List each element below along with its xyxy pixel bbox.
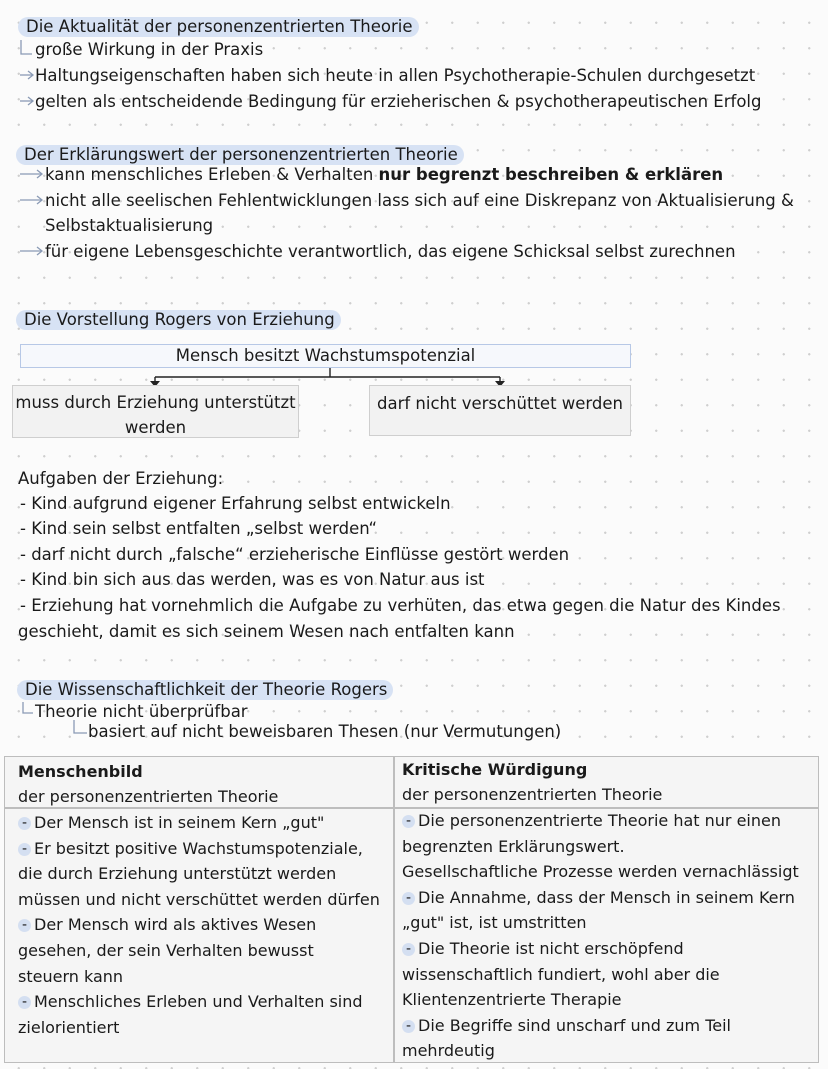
bullet-dash-icon: - xyxy=(402,892,415,905)
list-item: - Kind aufgrund eigener Erfahrung selbst entwickeln xyxy=(20,494,451,513)
list-item: gelten als entscheidende Bedingung für erzieherischen & psychotherapeutischen Erfolg xyxy=(35,92,762,111)
table-cell-text: gesehen, der sein Verhalten bewusst xyxy=(18,941,314,960)
diagram-left-box xyxy=(12,385,299,438)
table-cell-text: mehrdeutig xyxy=(402,1041,495,1061)
table-header-menschenbild: Menschenbild xyxy=(18,762,143,781)
section-heading-erziehung: Die Vorstellung Rogers von Erziehung xyxy=(16,310,341,330)
list-item: - Kind bin sich aus das werden, was es von Natur aus ist xyxy=(20,570,485,589)
table-cell-text: Menschliches Erleben und Verhalten sind xyxy=(34,992,363,1012)
list-item: basiert auf nicht beweisbaren Thesen (nur Vermutungen) xyxy=(88,722,562,741)
table-cell-text: Der Mensch ist in seinem Kern „gut" xyxy=(34,813,325,832)
diagram-left-box-line: muss durch Erziehung unterstützt xyxy=(15,393,296,412)
table-header-kritische-wuerdigung: Kritische Würdigung xyxy=(402,760,588,779)
table-cell-line xyxy=(402,987,622,1013)
table-cell-line xyxy=(402,885,795,911)
table-cell-line xyxy=(402,859,799,885)
table-cell-text: Er besitzt positive Wachstumspotenziale, xyxy=(34,838,363,858)
diagram-top-box: Mensch besitzt Wachstumspotenzial xyxy=(20,344,631,368)
item-bold-text: nur begrenzt beschreiben & erklären xyxy=(378,165,724,184)
bullet-dash-icon: - xyxy=(402,815,415,828)
list-item: - Erziehung hat vornehmlich die Aufgabe zu verhüten, das etwa gegen die Natur des Kindes xyxy=(20,596,781,615)
tasks-title: Aufgaben der Erziehung: xyxy=(18,469,224,488)
diagram-left-box-line: werden xyxy=(124,418,187,437)
table-cell-line xyxy=(402,1013,731,1039)
list-item: Haltungseigenschaften haben sich heute in allen Psychotherapie-Schulen durchgesetzt xyxy=(35,66,756,85)
table-cell-line xyxy=(18,861,336,887)
bullet-dash-icon: - xyxy=(18,843,31,856)
section-heading-aktualitaet: Die Aktualität der personenzentrierten Theorie xyxy=(18,17,419,37)
bullet-dash-icon: - xyxy=(18,919,31,932)
table-cell-line xyxy=(402,936,684,962)
bullet-dash-icon: - xyxy=(402,943,415,956)
table-cell-text: Gesellschaftliche Prozesse werden vernachlässigt xyxy=(402,862,799,882)
table-cell-text: wissenschaftlich fundiert, wohl aber die xyxy=(402,964,720,984)
table-cell-line xyxy=(402,834,625,860)
list-item: für eigene Lebensgeschichte verantwortlich, das eigene Schicksal selbst zurechnen xyxy=(45,242,736,261)
table-cell-text: Die Theorie ist nicht erschöpfend xyxy=(418,939,684,958)
section-heading-wissenschaftlichkeit: Die Wissenschaftlichkeit der Theorie Rogers xyxy=(17,680,393,700)
table-cell-line xyxy=(18,989,363,1015)
bullet-dash-icon: - xyxy=(402,1020,415,1033)
table-cell-line xyxy=(402,910,587,936)
list-item-continuation: geschieht, damit es sich seinem Wesen nach entfalten kann xyxy=(18,622,515,641)
table-cell-text: Der Mensch wird als aktives Wesen xyxy=(34,915,317,935)
table-cell-line xyxy=(18,964,123,990)
table-cell-line xyxy=(402,808,781,834)
list-item: große Wirkung in der Praxis xyxy=(35,40,264,59)
list-item: - Kind sein selbst entfalten „selbst werden“ xyxy=(20,519,378,538)
table-cell-text: begrenzten Erklärungswert. xyxy=(402,836,625,856)
table-cell-line xyxy=(18,938,314,964)
table-cell-text: Die Begriffe sind unscharf und zum Teil xyxy=(418,1015,731,1035)
table-cell-line xyxy=(18,810,324,836)
list-item: Theorie nicht überprüfbar xyxy=(35,702,248,721)
table-cell-line xyxy=(18,887,380,913)
table-cell-text: müssen und nicht verschüttet werden dürfen xyxy=(18,889,380,909)
table-cell-text: Die personenzentrierte Theorie hat nur einen xyxy=(418,811,781,830)
table-cell-line xyxy=(18,836,363,862)
table-subheader: der personenzentrierten Theorie xyxy=(402,785,663,804)
table-cell-line xyxy=(18,912,316,938)
item-text: kann menschliches Erleben & Verhalten xyxy=(45,165,379,184)
table-subheader: der personenzentrierten Theorie xyxy=(18,787,279,806)
table-cell-line xyxy=(402,1038,495,1064)
diagram-right-box: darf nicht verschüttet werden xyxy=(369,385,631,436)
table-cell-text: Die Annahme, dass der Mensch in seinem Kern xyxy=(418,887,795,907)
list-item: nicht alle seelischen Fehlentwicklungen lass sich auf eine Diskrepanz von Aktualisierung & xyxy=(45,191,794,210)
bullet-dash-icon: - xyxy=(18,817,31,830)
bullet-dash-icon: - xyxy=(18,996,31,1009)
list-item-continuation: Selbstaktualisierung xyxy=(45,216,214,235)
table-cell-text: „gut" ist, ist umstritten xyxy=(402,913,587,933)
list-item: - darf nicht durch „falsche“ erzieherische Einflüsse gestört werden xyxy=(20,545,570,564)
section-heading-erklaerungswert: Der Erklärungswert der personenzentrierten Theorie xyxy=(16,145,464,165)
list-item xyxy=(45,165,723,185)
table-cell-text: Klientenzentrierte Therapie xyxy=(402,990,622,1010)
table-cell-text: zielorientiert xyxy=(18,1017,120,1037)
table-cell-text: steuern kann xyxy=(18,966,124,986)
table-column-divider xyxy=(393,757,395,1062)
table-cell-line xyxy=(18,1015,119,1041)
table-cell-text: die durch Erziehung unterstützt werden xyxy=(18,864,337,884)
table-cell-line xyxy=(402,962,720,988)
